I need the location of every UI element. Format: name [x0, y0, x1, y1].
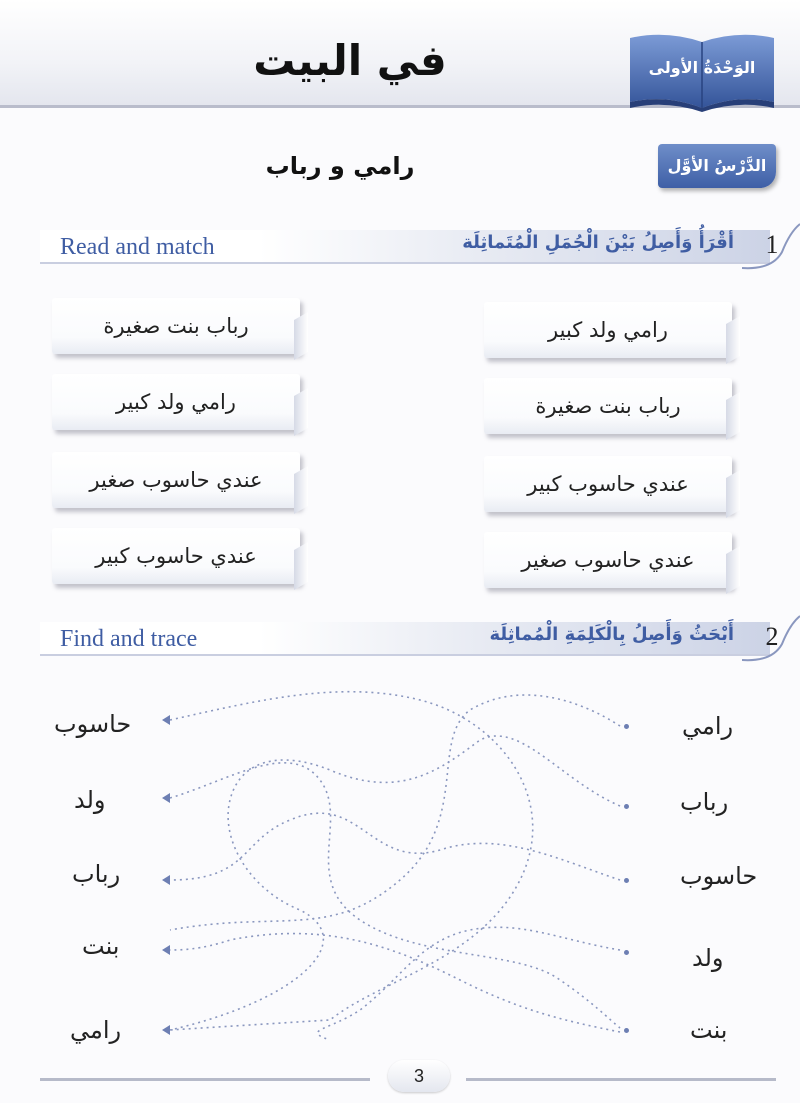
match-card-left-3[interactable] [52, 452, 300, 508]
page-title: في البيت [253, 36, 447, 85]
arrow-head-icon [162, 875, 170, 885]
section-1-title-ar: أقْرَأُ وَأَصِلُ بَيْنَ الْجُمَلِ الْمُتَماثِلَة [462, 232, 734, 253]
trace-word-left-2: ولد [74, 786, 106, 814]
card-text: رامي ولد كبير [548, 318, 668, 342]
card-text: عندي حاسوب صغير [89, 468, 263, 492]
start-dot[interactable] [624, 950, 629, 955]
trace-word-left-3: رباب [72, 860, 121, 888]
arrow-head-icon [162, 945, 170, 955]
lesson-title: رامي و رباب [265, 152, 415, 180]
trace-word-left-1: حاسوب [54, 710, 132, 738]
section-1-title-en: Read and match [60, 234, 215, 260]
match-card-left-4[interactable] [52, 528, 300, 584]
footer-divider [40, 1078, 370, 1081]
match-card-right-3[interactable] [484, 456, 732, 512]
trace-word-right-5: بنت [690, 1016, 728, 1044]
unit-label: الوَحْدَةُ الأولى [648, 58, 756, 77]
match-card-left-2[interactable] [52, 374, 300, 430]
match-card-left-1[interactable] [52, 298, 300, 354]
start-dot[interactable] [624, 878, 629, 883]
section-2-title-ar: أَبْحَثُ وَأَصِلُ بِالْكَلِمَةِ الْمُماثِلَة [489, 624, 734, 645]
card-text: عندي حاسوب كبير [527, 472, 689, 496]
card-text: رامي ولد كبير [116, 390, 236, 414]
match-card-right-1[interactable] [484, 302, 732, 358]
match-card-right-2[interactable] [484, 378, 732, 434]
section-2-header [40, 614, 800, 666]
start-dot[interactable] [624, 724, 629, 729]
footer-divider [466, 1078, 776, 1081]
match-card-right-4[interactable] [484, 532, 732, 588]
section-1-header [40, 222, 800, 274]
trace-word-left-4: بنت [82, 932, 120, 960]
start-dot[interactable] [624, 804, 629, 809]
start-dot[interactable] [624, 1028, 629, 1033]
arrow-head-icon [162, 715, 170, 725]
card-text: رباب بنت صغيرة [103, 314, 249, 338]
trace-word-right-1: رامي [682, 712, 734, 740]
section-1-number: 1 [765, 230, 779, 259]
trace-word-right-3: حاسوب [680, 862, 758, 890]
card-text: رباب بنت صغيرة [535, 394, 681, 418]
arrow-head-icon [162, 793, 170, 803]
section-2-title-en: Find and trace [60, 626, 198, 652]
trace-word-left-5: رامي [70, 1016, 122, 1044]
card-text: عندي حاسوب صغير [521, 548, 695, 572]
trace-word-right-4: ولد [692, 944, 724, 972]
page-number: 3 [388, 1060, 450, 1092]
section-2-number: 2 [765, 622, 779, 651]
lesson-badge: الدَّرْسُ الأوَّل [658, 144, 776, 188]
trace-word-right-2: رباب [680, 788, 729, 816]
arrow-head-icon [162, 1025, 170, 1035]
card-text: عندي حاسوب كبير [95, 544, 257, 568]
